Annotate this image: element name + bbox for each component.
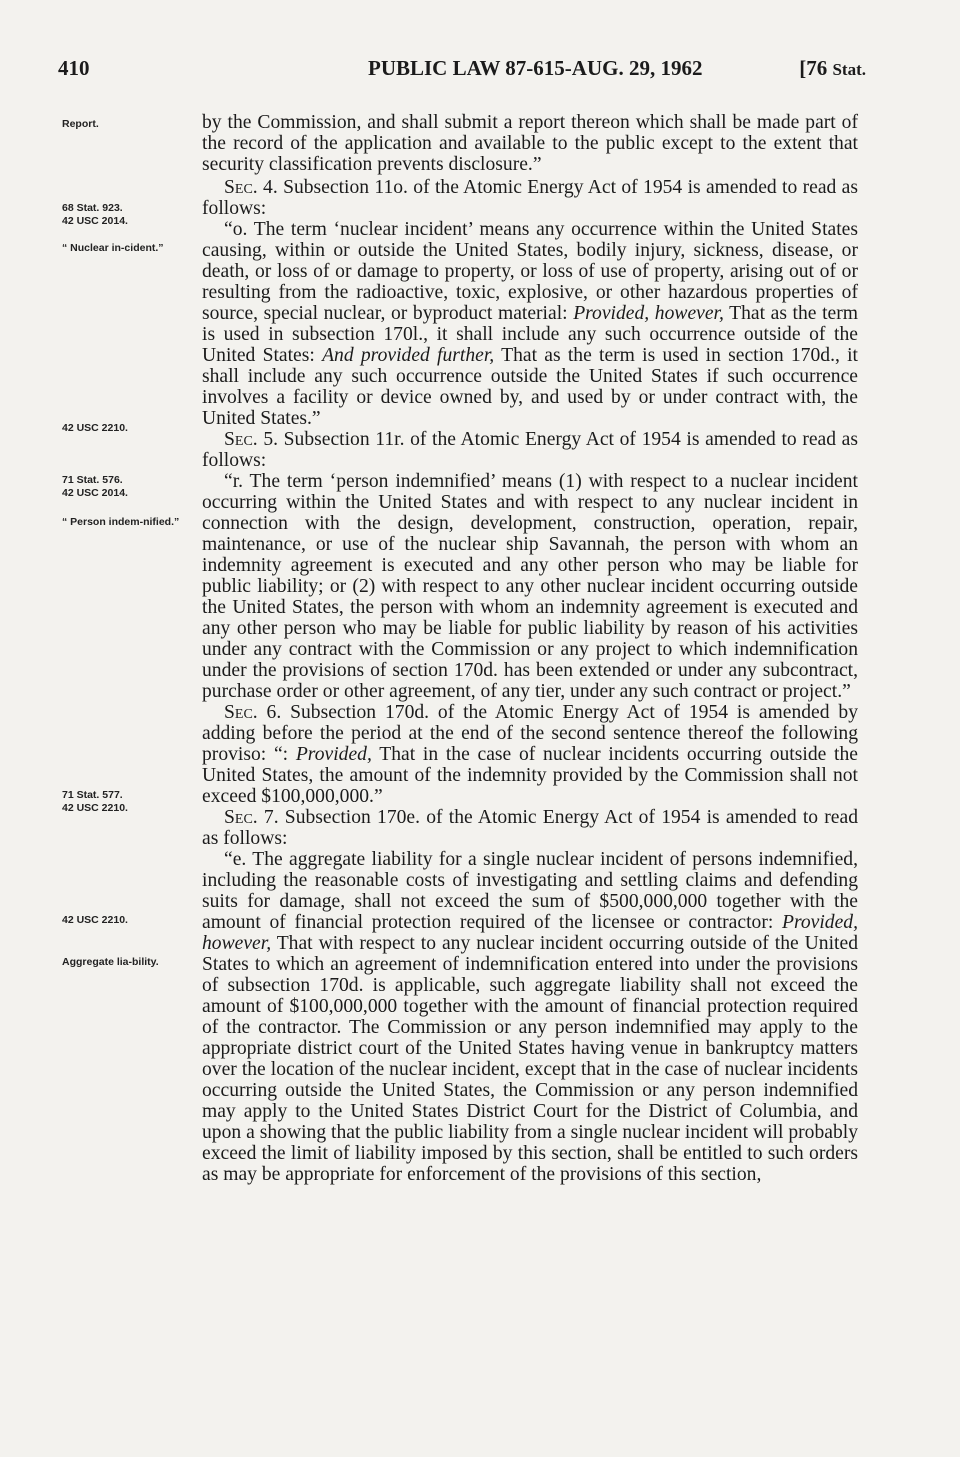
text-run: “e. The aggregate liability for a single nuclear incident of persons indemnified, including the reasonable costs of investigating and settling claims and defending suits for damage, shall not exceed the sum of $500,000,000 together with the amount of financial protection required of the licensee or contractor: <box>202 849 858 933</box>
paragraph-section-7 <box>202 807 858 849</box>
text-run: 6. Subsection 170d. of the Atomic Energy Act of 1954 is amended by adding before the period at the end of the second sentence thereof the following proviso: “: <box>202 702 858 765</box>
page-number: 410 <box>58 56 90 80</box>
paragraph-section-4 <box>202 177 858 219</box>
paragraph-section-6 <box>202 702 858 807</box>
paragraph-person-indemnified-definition: “r. The term ‘person indemnified’ means (1) with respect to a nuclear incident occurring within the United States and with respect to any nuclear incident in connection with the design, development, construction, operation, repair, maintenance, or use of the nuclear ship Savannah, the person with whom an indemnity agreement is executed and any other person who may be liable for public liability; or (2) with respect to any other nuclear incident occurring outside the United States, the person with whom an indemnity agreement is executed and any other person who may be liable for public liability by reason of his activities under any contract with the Commission or any project to which indemnification under the provisions of section 170d. has been extended or under any subcontract, purchase order or other agreement, of any tier, under any such contract or project.” <box>202 471 858 702</box>
margin-note-71-stat-576 <box>62 474 187 500</box>
paragraph-nuclear-incident-definition <box>202 219 858 429</box>
italic-proviso: And provided further, <box>322 345 495 366</box>
margin-note-42-usc-2210-a: 42 USC 2210. <box>62 422 128 434</box>
italic-proviso: Provided, <box>295 744 372 765</box>
margin-note-report: Report. <box>62 118 99 130</box>
section-text: 4. Subsection 11o. of the Atomic Energy Act of 1954 is amended to read as follows: <box>202 177 858 219</box>
statute-prefix: [76 <box>799 56 833 80</box>
margin-note-line: 42 USC 2014. <box>62 215 128 227</box>
margin-note-71-stat-577 <box>62 789 187 815</box>
margin-note-line: 71 Stat. 576. <box>62 474 123 486</box>
margin-note-line: 71 Stat. 577. <box>62 789 123 801</box>
margin-note-42-usc-2210-b: 42 USC 2210. <box>62 914 128 926</box>
paragraph-report-continuation: by the Commission, and shall submit a report thereon which shall be made part of the record of the application and available to the public except to the extent that security classification prevents disclosure.” <box>202 112 858 175</box>
statute-body <box>202 112 858 1185</box>
text-run: That as the term is used in subsection 170l., it shall include any such occurrence outside of the United States: <box>202 303 858 366</box>
text-run: That with respect to any nuclear incident occurring outside of the United States to which an agreement of indemnification entered into under the provisions of subsection 170d. is applicable, such aggregate liability shall not exceed the amount of $100,000,000 together with the amount of financial protection required of the contractor. The Commission or any person indemnified may apply to the appropriate district court of the United States having venue in bankruptcy matters over the location of the nuclear incident, except that in the case of nuclear incidents occurring outside the United States, the Commission or any person indemnified may apply to the United States District Court for the District of Columbia, and upon a showing that the public liability from a single nuclear incident will probably exceed the limit of liability imposed by this section, shall be entitled to such orders as may be appropriate for enforcement of the provisions of this section, <box>202 933 858 1185</box>
paragraph-aggregate-liability <box>202 849 858 1185</box>
margin-note-line: 42 USC 2210. <box>62 802 128 814</box>
margin-note-line: 68 Stat. 923. <box>62 202 123 214</box>
italic-proviso: Provided, however, <box>573 303 724 324</box>
paragraph-section-5 <box>202 429 858 471</box>
text-run: That in the case of nuclear incidents occurring outside the United States, the amount of the indemnity provided by the Commission shall not exceed $100,000,000.” <box>202 744 858 807</box>
section-label: Sec. <box>224 429 258 450</box>
margin-note-nuclear-incident: “ Nuclear in-cident.” <box>62 242 164 254</box>
text-run: That as the term is used in section 170d., it shall include any such occurrence outside the United States if such occurrence involves a facility or device owned by, and used by or under contract with, the United States.” <box>202 345 858 429</box>
statute-reference <box>799 56 866 81</box>
margin-note-person-indemnified: “ Person indem-nified.” <box>62 516 180 528</box>
section-label: Sec. <box>224 702 258 723</box>
margin-note-aggregate-liability: Aggregate lia-bility. <box>62 956 159 968</box>
text-run: “o. The term ‘nuclear incident’ means any occurrence within the United States causing, within or outside the United States, bodily injury, sickness, disease, or death, or loss of or damage to property, or loss of use of property, arising out of or resulting from the radioactive, toxic, explosive, or other hazardous properties of source, special nuclear, or byproduct material: <box>202 219 858 324</box>
page-header <box>58 56 866 86</box>
page-title: PUBLIC LAW 87-615-AUG. 29, 1962 <box>368 56 703 80</box>
section-text: 7. Subsection 170e. of the Atomic Energy Act of 1954 is amended to read as follows: <box>202 807 858 849</box>
section-text: 5. Subsection 11r. of the Atomic Energy Act of 1954 is amended to read as follows: <box>202 429 858 471</box>
section-label: Sec. <box>224 177 258 198</box>
section-label: Sec. <box>224 807 258 828</box>
margin-note-68-stat-923 <box>62 202 187 228</box>
statute-label: Stat. <box>832 60 866 79</box>
italic-proviso: Provided, however, <box>202 912 858 954</box>
margin-note-line: 42 USC 2014. <box>62 487 128 499</box>
